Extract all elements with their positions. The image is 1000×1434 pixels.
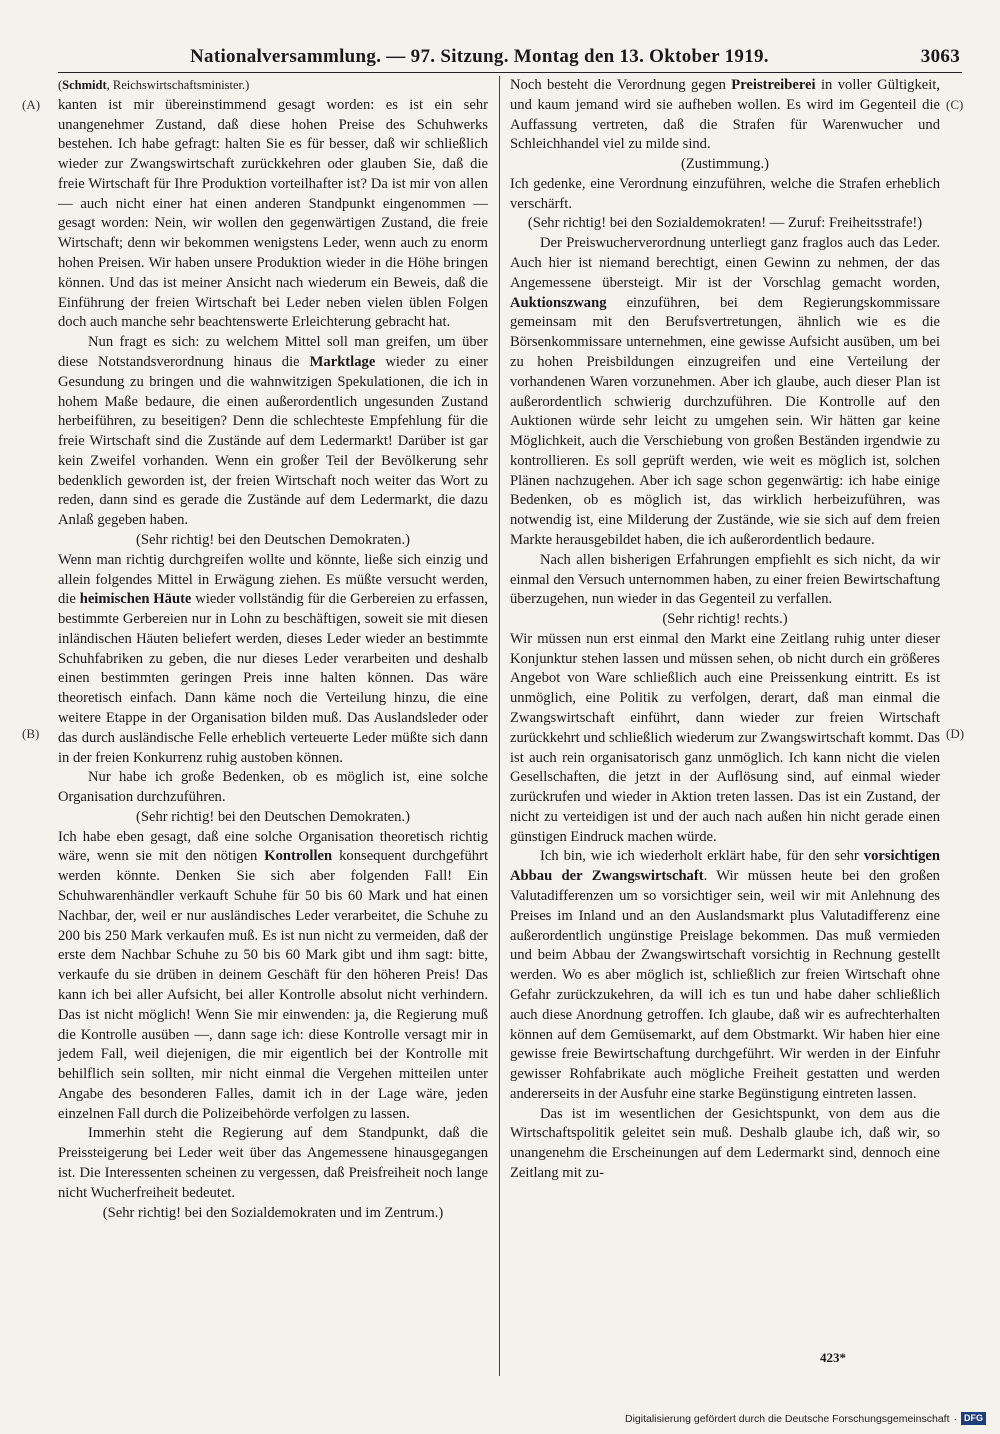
paragraph: Nun fragt es sich: zu welchem Mittel soll man greifen, um über diese Notstandsverordnung hinaus die Marktlage wieder zu einer Gesundung zu bringen und die wahnwitzigen Spekulationen, die ich in hohem Maße bedaure, die einen außerordentlich ungesunden Zustand herbeiführen, zu beseitigen? Denn die schlechteste Empfehlung für die freie Wirtschaft sind die Zustände auf dem Ledermarkt! Darüber ist gar kein Zweifel vorhanden. Wenn ein großer Teil der Bevölkerung sehr bedenklich geworden ist, der freien Wirtschaft noch weiter das Wort zu reden, dann sind es gerade die Zustände auf dem Ledermarkt, die dazu Anlaß gegeben haben. [58, 334, 488, 529]
paragraph: Immerhin steht die Regierung auf dem Standpunkt, daß die Preissteigerung bei Leder weit über das Angemessene hinausgegangen ist. Die Interessenten scheinen zu vergessen, daß Preisfreiheit noch lange nicht Wucherfreiheit bedeutet. [58, 1125, 488, 1201]
margin-mark-b: (B) [22, 726, 40, 741]
running-title: Nationalversammlung. — 97. Sitzung. Montag den 13. Oktober 1919. [190, 46, 769, 67]
paragraph: kanten ist mir übereinstimmend gesagt worden: es ist ein sehr unangenehmer Zustand, daß diese hohen Preise des Schuhwerks bestehen. Ich habe gefragt: halten Sie es für besser, daß wir schließlich wieder zur Zwangswirtschaft zurückkehren oder glauben Sie, daß die freie Wirtschaft für Ihre Produktion vorteilhafter ist? Da ist mir von allen — auch nicht einer hat einen anderen Standpunkt eingenommen — gesagt worden: Nein, wir wollen den gegenwärtigen Zustand, die freie Wirtschaft; denn wir bekommen wenigstens Leder, wenn auch zu enorm hohen Preisen. Wir haben unsere Produktion wieder in die Höhe bringen können. Und das ist meiner Ansicht nach wiederum ein Beweis, daß die Einführung der freien Wirtschaft bei Leder neben vielen üblen Folgen doch auch manche sehr beachtenswerte Erleichterung gebracht hat. [58, 96, 488, 331]
right-column [510, 76, 940, 1346]
interjection: (Sehr richtig! bei den Sozialdemokraten und im Zentrum.) [102, 1204, 444, 1221]
paragraph: Noch besteht die Verordnung gegen Preistreiberei in voller Gültigkeit, und kaum jemand wird sie aufheben wollen. Es wird im Gegenteil die Auffassung vertreten, daß die Strafen für Warenwucher und Schleichhandel viel zu milde sind. [510, 77, 941, 153]
left-column [58, 76, 488, 1376]
margin-mark-c: (C) [946, 97, 964, 112]
header-rule [58, 72, 962, 73]
interjection: (Sehr richtig! bei den Deutschen Demokraten.) [136, 808, 410, 825]
margin-mark-d: (D) [946, 726, 965, 741]
interjection: (Zustimmung.) [681, 156, 769, 173]
paragraph: Nur habe ich große Bedenken, ob es möglich ist, eine solche Organisation durchzuführen. [58, 769, 488, 806]
paragraph: Der Preiswucherverordnung unterliegt ganz fraglos auch das Leder. Auch hier ist niemand berechtigt, einen Gewinn zu nehmen, der das Angemessene übersteigt. Mir ist der Vorschlag gemacht worden, Auktionszwang einzuführen, bei dem Regierungskommissare gemeinsam mit den Berufsvertretungen, ähnlich wie es die Börsenkommissare unternehmen, eine gewisse Aufsicht ausüben, um bei zu hohen Preisbildungen einzugreifen und eine Verteilung der vorhandenen Waren vorzunehmen. Aber ich glaube, auch dieser Plan ist außerordentlich schwierig durchzuführen. Die Kontrolle auf den Auktionen würde sehr leicht zu umgehen sein. Wir hätten gar keine Möglichkeit, auch die Verschiebung von großen Beständen irgendwie zu kontrollieren. Es soll geprüft werden, wie weit es möglich ist, solchen Plänen nachzugehen. Aber ich sage schon gegenwärtig: ich habe einige Bedenken, ob es möglich ist, das wirklich herbeizuführen, was notwendig ist, eine Milderung der Zustände, wie sie sich auf dem freien Markte herausgebildet haben, die ich außerordentlich bedaure. [510, 235, 940, 548]
paragraph: Ich bin, wie ich wiederholt erklärt habe, für den sehr vorsichtigen Abbau der Zwangswirtschaft. Wir müssen heute bei den großen Valutadifferenzen um so vorsichtiger sein, weil wir mit Anlehnung des Preises im Inland und an den Auslandsmarkt plus Valutadifferenz eine außerordentlich ungünstige Preislage bekommen. Das muß vermieden und beim Abbau der Zwangswirtschaft vorsichtig in Rechnung gestellt werden. Wo es aber möglich ist, schließlich zur freien Wirtschaft ohne Gefahr zurückzukehren, da will ich es tun und habe daher schließlich auch diese Anordnung getroffen. Ich glaube, daß wir es aufrechterhalten können auf dem Gemüsemarkt, auf dem Obstmarkt. Wir haben hier eine gewisse freie Bewirtschaftung durchgeführt. Wir werden in der Einfuhr gewisser Rohfabrikate auch mögliche Freiheit gestatten und werden andererseits in der Ausfuhr eine starke Begünstigung eintreten lassen. [510, 848, 940, 1102]
paragraph: Wir müssen nun erst einmal den Markt eine Zeitlang ruhig unter dieser Konjunktur stehen lassen und müssen sehen, ob nicht durch ein größeres Angebot von Ware schließlich auch eine Preissenkung eintritt. Es ist unmöglich, eine Politik zu verfolgen, derart, daß man einmal die Zwangswirtschaft einführt, dann wieder zur freien Wirtschaft zurückkehrt und schließlich wiederum zur Zwangswirtschaft kommt. Das ist auch rein organisatorisch ganz unmöglich. Ich kann nicht die vielen Gesellschaften, die jetzt in der Auflösung sind, auf einmal wieder zurückrufen und wieder in Aktion treten lassen. Das ist ein Zustand, der nicht zu verteidigen ist und der auch nach außen hin nicht gerade einen günstigen Eindruck machen würde. [510, 630, 940, 845]
paragraph: Ich habe eben gesagt, daß eine solche Organisation theoretisch richtig wäre, wenn sie mit den nötigen Kontrollen konsequent durchgeführt werden könnte. Denken Sie sich aber folgenden Fall! Ein Schuhwarenhändler verkauft Schuhe für 50 bis 60 Mark und hat einen Nachbar, der, weil er nur ausländisches Leder verarbeitet, die Schuhe zu 200 bis 250 Mark verkaufen muß. Es ist nun nicht zu vermeiden, daß der erste dem Nachbar Schuhe zu 50 bis 60 Mark gibt und ihm sagt: bitte, verkaufe du sie drüben in deinem Geschäft für den höheren Preis! Das kann ich bei aller Aufsicht, bei aller Kontrolle absolut nicht verhindern. Das ist nicht möglich! Wenn Sie mir einwenden: ja, die Regierung muß die Kontrolle ausüben —, dann sage ich: diese Kontrolle versagt mir in jedem Fall, weil diejenigen, die mir eigentlich bei der Kontrolle mit behilflich sein sollten, mir nicht einmal die Vergehen mitteilen unter Angabe des besonderen Falles, damit ich in der Lage wäre, jeden einzelnen Fall durch die Polizeibehörde verfolgen zu lassen. [58, 828, 488, 1122]
interjection: (Sehr richtig! rechts.) [662, 611, 788, 628]
paragraph: Ich gedenke, eine Verordnung einzuführen, welche die Strafen erheblich verschärft. [510, 175, 940, 212]
interjection: (Sehr richtig! bei den Deutschen Demokraten.) [136, 531, 410, 548]
paragraph: Nach allen bisherigen Erfahrungen empfiehlt es sich nicht, da wir einmal den Versuch unternommen haben, zu einer freien Bewirtschaftung überzugehen, nun wieder in das Gegenteil zu verfallen. [510, 551, 940, 608]
page-number: 3063 [920, 46, 960, 67]
digitization-credit: Digitalisierung gefördert durch die Deutsche Forschungsgemeinschaft · DFG [625, 1412, 986, 1425]
speaker-note: (Schmidt, Reichswirtschaftsminister.) [58, 78, 250, 92]
column-divider [499, 76, 500, 1376]
paragraph: Wenn man richtig durchgreifen wollte und könnte, ließe sich einzig und allein folgendes Mittel in Erwägung ziehen. Es müßte versucht werden, die heimischen Häute wieder vollständig für die Gerbereien zu erfassen, bestimmte Gerbereien nur in Lohn zu beschäftigen, soweit sie mit diesen inländischen Häuten beliefert werden, dieses Leder wieder an bestimmte Schuhfabriken zu geben, die nur dieses Leder verarbeiten und deshalb einen bestimmten geringen Preis inne halten können. Das wäre theoretisch einfach. Dann käme noch die Verteilung hinzu, die eine weitere Etappe in der Organisation bilden muß. Das Auslandsleder oder das durch ausländische Felle erheblich verteuerte Leder müßte sich dann in der freien Konkurrenz ruhig austoben können. [58, 551, 488, 766]
paragraph: Das ist im wesentlichen der Gesichtspunkt, von dem aus die Wirtschaftspolitik geleitet sein muß. Deshalb glaube ich, daß wir, so unangenehm die Erscheinungen auf dem Ledermarkt sind, dennoch eine Zeitlang mit zu- [510, 1105, 940, 1181]
credit-text: Digitalisierung gefördert durch die Deutsche Forschungsgemeinschaft [624, 1412, 950, 1425]
running-head [190, 46, 960, 72]
margin-mark-a: (A) [22, 97, 41, 112]
dfg-logo: DFG [961, 1412, 986, 1425]
interjection: (Sehr richtig! bei den Sozialdemokraten! — Zuruf: Freiheitsstrafe!) [527, 215, 923, 232]
sheet-signature: 423* [820, 1350, 846, 1365]
